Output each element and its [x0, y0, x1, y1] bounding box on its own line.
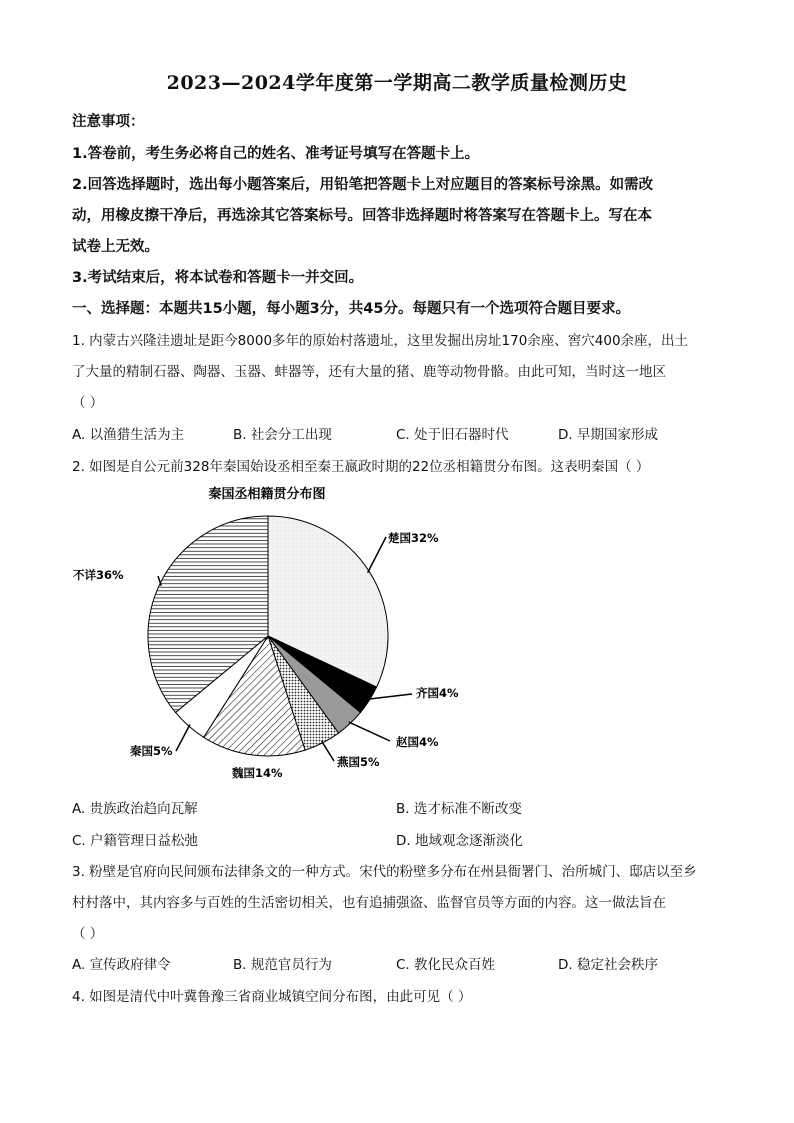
label-yan: 燕国5%: [337, 755, 380, 769]
q2-option-c: C. 户籍管理日益松弛: [72, 833, 199, 849]
notes-heading: 注意事项：: [72, 114, 145, 130]
q2-stem-line-1: 2. 如图是自公元前328年秦国始设丞相至秦王嬴政时期的22位丞相籍贯分布图。这表明秦国（ ）: [72, 459, 650, 475]
section-1-heading: 一、选择题：本题共15小题，每小题3分，共45分。每题只有一个选项符合题目要求。: [72, 301, 630, 317]
q3-stem-line-1: 3. 粉壁是官府向民间颁布法律条文的一种方式。宋代的粉壁多分布在州县衙署门、治所城门、邸店以至乡: [72, 864, 697, 880]
q4-stem-line-1: 4. 如图是清代中叶冀鲁豫三省商业城镇空间分布图，由此可见（ ）: [72, 989, 472, 1005]
q2-option-a: A. 贵族政治趋向瓦解: [72, 801, 198, 817]
pie-slices: [148, 516, 388, 756]
label-chu: 楚国32%: [388, 531, 439, 545]
q3-option-b: B. 规范官员行为: [233, 957, 332, 973]
q2-option-b: B. 选才标准不断改变: [396, 801, 522, 817]
label-qi: 齐国4%: [416, 686, 459, 700]
leader-line-yan: [322, 741, 334, 761]
note-2-line-1: 2.回答选择题时，选出每小题答案后，用铅笔把答题卡上对应题目的答案标号涂黑。如需改: [72, 177, 654, 193]
label-qin: 秦国5%: [130, 744, 173, 758]
leader-line-chu: [368, 537, 386, 573]
q2-option-d: D. 地域观念逐渐淡化: [396, 833, 523, 849]
leader-line-qi: [368, 694, 412, 699]
q3-option-d: D. 稳定社会秩序: [558, 957, 658, 973]
chart-title: 秦国丞相籍贯分布图: [208, 487, 326, 502]
q1-stem-line-3: （ ）: [72, 395, 104, 411]
q3-option-c: C. 教化民众百姓: [396, 957, 496, 973]
note-2-line-2: 动，用橡皮擦干净后，再选涂其它答案标号。回答非选择题时将答案写在答题卡上。写在本: [72, 208, 652, 224]
leader-line-zhao: [349, 722, 390, 741]
note-3: 3.考试结束后，将本试卷和答题卡一并交回。: [72, 270, 364, 286]
q1-option-c: C. 处于旧石器时代: [396, 427, 509, 443]
label-zhao: 赵国4%: [396, 735, 439, 749]
q3-option-a: A. 宣传政府律令: [72, 957, 171, 973]
q1-option-b: B. 社会分工出现: [233, 427, 332, 443]
q1-option-d: D. 早期国家形成: [558, 427, 658, 443]
q3-stem-line-2: 村村落中，其内容多与百姓的生活密切相关，也有追捕强盗、监督官员等方面的内容。这一做法旨在: [72, 895, 666, 911]
q1-stem-line-2: 了大量的精制石器、陶器、玉器、蚌器等，还有大量的猪、鹿等动物骨骼。由此可知，当时这一地区: [72, 364, 666, 380]
pie-chart: [60, 478, 540, 788]
page-title: 2023—2024学年度第一学期高二教学质量检测历史: [166, 72, 628, 94]
label-wei: 魏国14%: [232, 766, 283, 780]
note-2-line-3: 试卷上无效。: [72, 239, 159, 255]
note-1: 1.答卷前，考生务必将自己的姓名、准考证号填写在答题卡上。: [72, 146, 480, 162]
q3-stem-line-3: （ ）: [72, 926, 104, 942]
q1-stem-line-1: 1. 内蒙古兴隆洼遗址是距今8000多年的原始村落遗址，这里发掘出房址170余座、窖穴400余座，出土: [72, 333, 689, 349]
label-unknown: 不详36%: [73, 568, 124, 582]
q1-option-a: A. 以渔猎生活为主: [72, 427, 185, 443]
leader-line-qin: [176, 725, 190, 751]
